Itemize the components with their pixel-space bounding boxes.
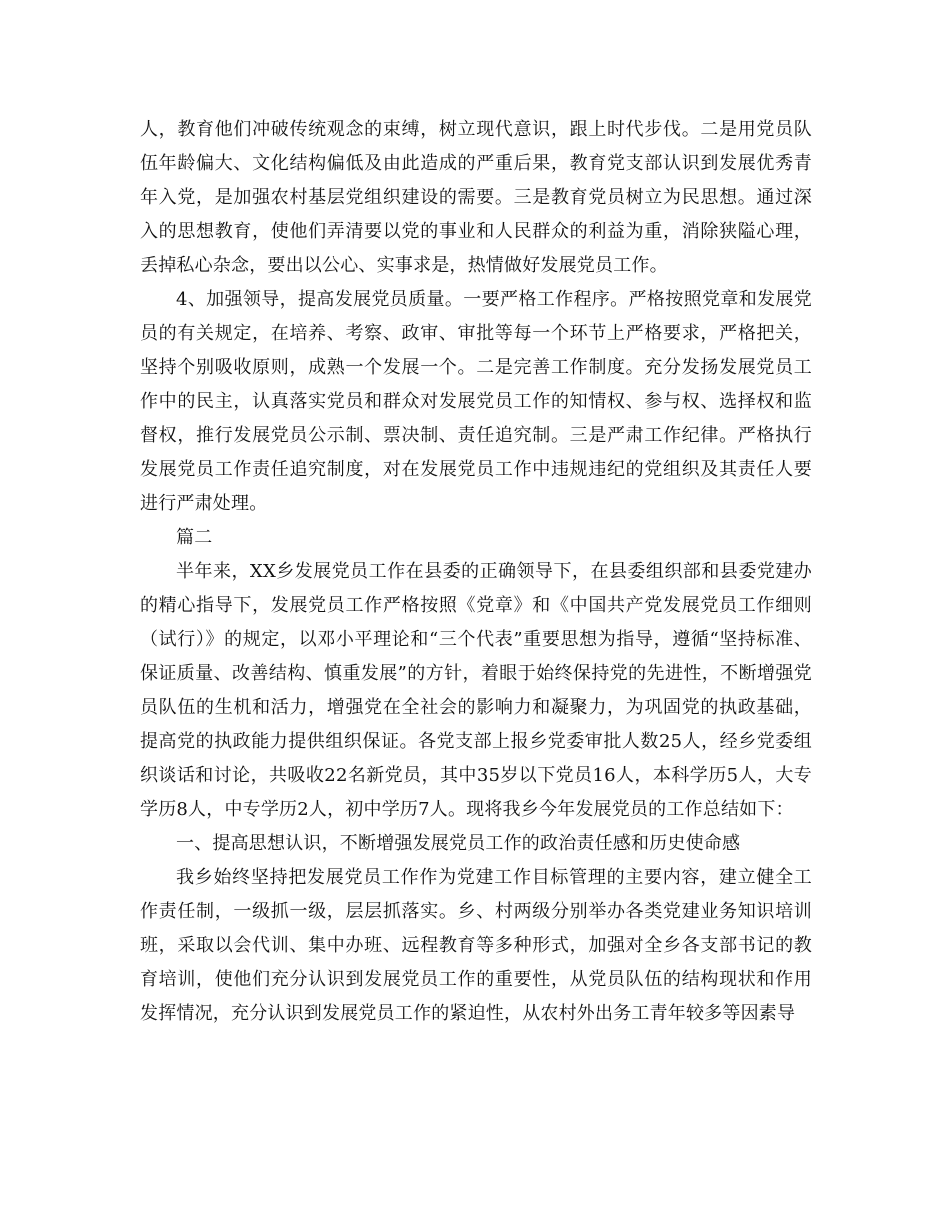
paragraph-strengthen-leadership: 4、加强领导，提高发展党员质量。一要严格工作程序。严格按照党章和发展党员的有关规定，在培养、考察、政审、审批等每一个环节上严格要求，严格把关，坚持个别吸收原则，成熟一个发展一个。二是完善工作制度。充分发扬发展党员工作中的民主，认真落实党员和群众对发展党员工作的知情权、参与权、选择权和监督权，推行发展党员公示制、票决制、责任追究制。三是严肃工作纪律。严格执行发展党员工作责任追究制度，对在发展党员工作中违规违纪的党组织及其责任人要进行严肃处理。 (140, 289, 812, 514)
paragraph-work-responsibility: 我乡始终坚持把发展党员工作作为党建工作目标管理的主要内容，建立健全工作责任制，一级抓一级，层层抓落实。乡、村两级分别举办各类党建业务知识培训班，采取以会代训、集中办班、远程教育等多种形式，加强对全乡各支部书记的教育培训，使他们充分认识到发展党员工作的重要性，从党员队伍的结构现状和作用发挥情况，充分认识到发展党员工作的紧迫性，从农村外出务工青年较多等因素导 (140, 867, 812, 1024)
document-body (140, 113, 812, 1031)
section-heading-part-two: 篇二 (176, 527, 213, 548)
paragraph-continuation: 人，教育他们冲破传统观念的束缚，树立现代意识，跟上时代步伐。二是用党员队伍年龄偏大、文化结构偏低及由此造成的严重后果，教育党支部认识到发展优秀青年入党，是加强农村基层党组织建设的需要。三是教育党员树立为民思想。通过深入的思想教育，使他们弄清要以党的事业和人民群众的利益为重，消除狭隘心理，丢掉私心杂念，要出以公心、实事求是，热情做好发展党员工作。 (140, 119, 812, 276)
section-heading-raise-awareness: 一、提高思想认识，不断增强发展党员工作的政治责任感和历史使命感 (176, 833, 741, 854)
paragraph-half-year-summary: 半年来，XX乡发展党员工作在县委的正确领导下，在县委组织部和县委党建办的精心指导下，发展党员工作严格按照《党章》和《中国共产党发展党员工作细则（试行）》的规定，以邓小平理论和“三个代表”重要思想为指导，遵循“坚持标准、保证质量、改善结构、慎重发展”的方针，着眼于始终保持党的先进性，不断增强党员队伍的生机和活力，增强党在全社会的影响力和凝聚力，为巩固党的执政基础，提高党的执政能力提供组织保证。各党支部上报乡党委审批人数25人，经乡党委组织谈话和讨论，共吸收22名新党员，其中35岁以下党员16人，本科学历5人，大专学历8人，中专学历2人，初中学历7人。现将我乡今年发展党员的工作总结如下： (140, 561, 812, 820)
